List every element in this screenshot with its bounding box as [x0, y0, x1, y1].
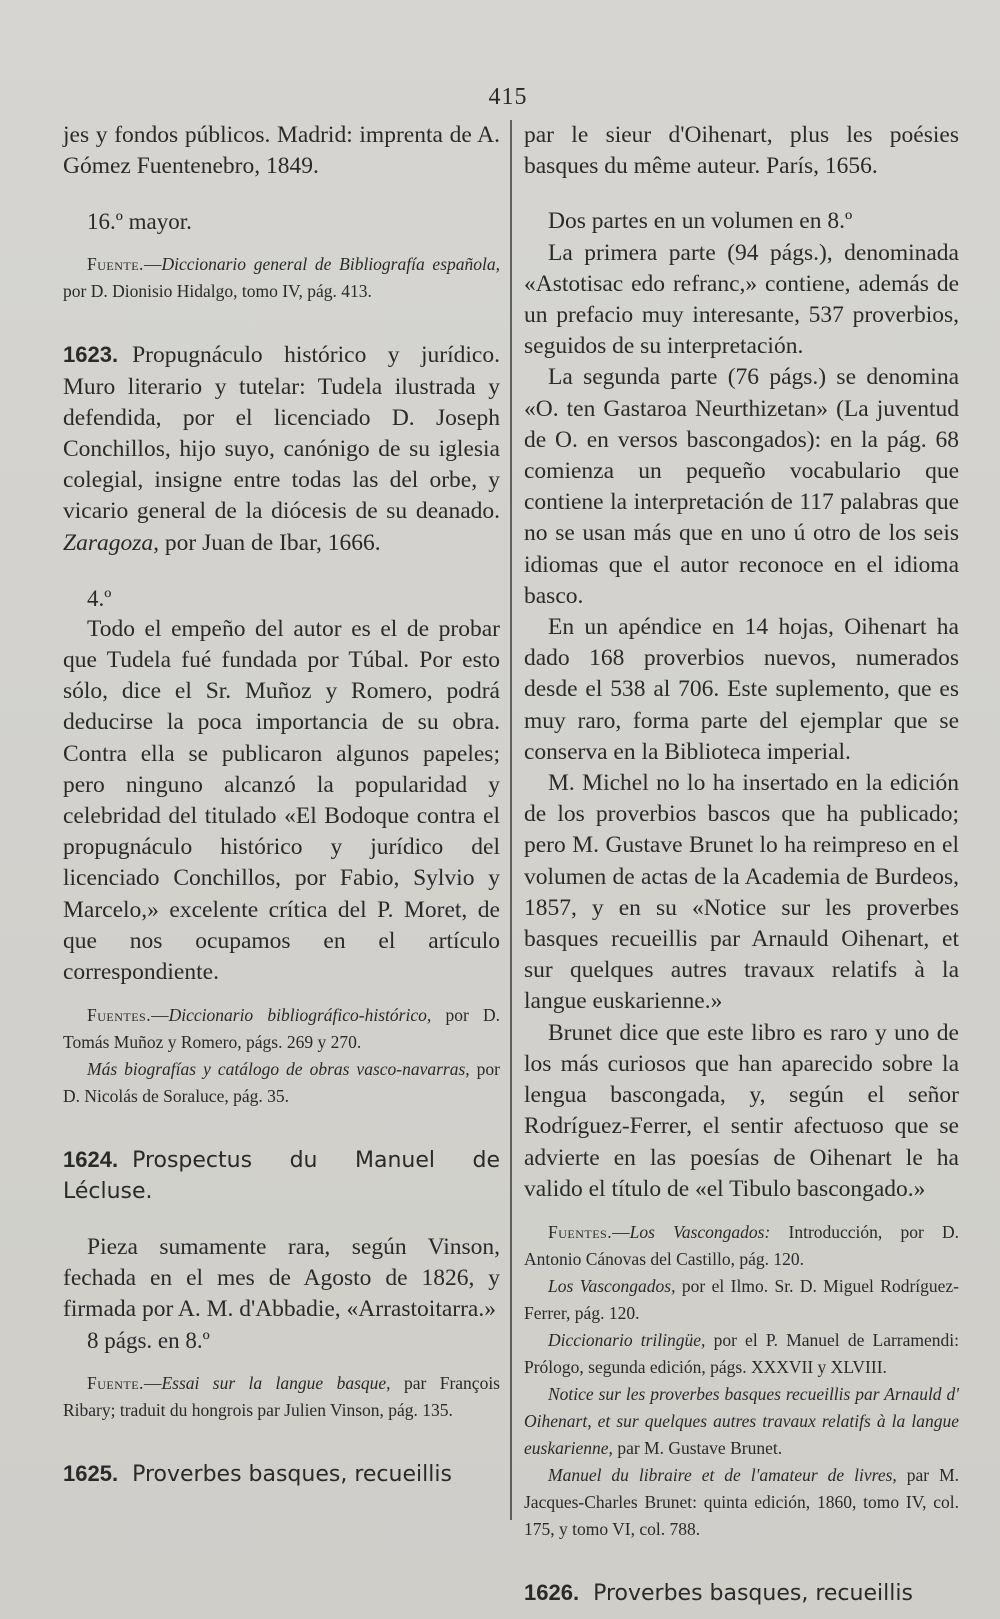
- source-rest: por el P. Manuel de Larramendi: Prólogo, segunda edición, págs. XXXVII y XLVIII.: [524, 1329, 959, 1377]
- source-rest: Introducción, por D. Antonio Cánovas del Castillo, pág. 120.: [524, 1221, 959, 1269]
- entry-number: 1626.: [524, 1579, 580, 1605]
- source-title: Más biografías y catálogo de obras vasco-navarras,: [87, 1059, 470, 1080]
- entry-title: Proverbes basques, recueillis: [593, 1580, 913, 1606]
- paragraph: En un apéndice en 14 hojas, Oihenart ha dado 168 proverbios nuevos, numerados desde el 538 al 706. Este suplemento, que es muy raro, forma parte del ejemplar que se conserva en la Biblioteca imperial.: [524, 614, 959, 765]
- entry-source-1: Fuentes.—Diccionario bibliográfico-histórico, por D. Tomás Muñoz y Romero, págs. 269 y 270.: [63, 1005, 500, 1053]
- source-entry: Fuentes.—Los Vascongados: Introducción, por D. Antonio Cánovas del Castillo, pág. 120.: [524, 1221, 959, 1269]
- entry-1626-heading: [524, 1577, 959, 1609]
- entry-1623-heading: [63, 339, 500, 558]
- source-title: Notice sur les proverbes basques recueillis par Arnauld d' Oihenart, et sur quelques autres travaux relatifs à la langue euskarienne,: [524, 1383, 959, 1458]
- entry-title: Proverbes basques, recueillis: [132, 1462, 452, 1488]
- source-rest: por el Ilmo. Sr. D. Miguel Rodríguez-Ferrer, pág. 120.: [524, 1275, 959, 1323]
- source-entry: [524, 1462, 959, 1543]
- source-rest: por D. Nicolás de Soraluce, pág. 35.: [63, 1059, 500, 1107]
- source-label: Fuente.: [87, 254, 144, 275]
- source-title: Diccionario general de Bibliografía española,: [161, 254, 500, 275]
- paragraph: La primera parte (94 págs.), denominada «Astotisac edo refranc,» contiene, además de un prefacio muy interesante, 537 proverbios, seguidos de su interpretación.: [524, 239, 959, 360]
- source-title: Los Vascongados,: [548, 1275, 676, 1296]
- source-entry: [524, 1381, 959, 1462]
- source-rest: par M. Jacques-Charles Brunet: quinta edición, 1860, tomo IV, col. 175, y tomo VI, col. 788.: [524, 1464, 960, 1539]
- entry-1624-heading: [63, 1144, 500, 1207]
- paragraph: La segunda parte (76 págs.) se denomina «O. ten Gastaroa Neurthizetan» (La juventud de O. en versos bascongados): en la pág. 68 comienza un pequeño vocabulario que contiene la interpretación de 117 palabras que no se usan más que en uno ú otro de los seis idiomas que el autor reconoce en el idioma basco.: [524, 364, 959, 609]
- entry-source-2: [63, 1056, 500, 1110]
- source-rest: por D. Dionisio Hidalgo, tomo IV, pág. 413.: [63, 281, 372, 302]
- entry-format: 8 págs. en 8.º: [87, 1328, 210, 1354]
- entry-format: 4.º: [87, 585, 112, 611]
- source-title: Manuel du libraire et de l'amateur de livres,: [548, 1464, 897, 1485]
- paragraph: Brunet dice que este libro es raro y uno de los más curiosos que han aparecido sobre la lengua bascongada, y, según el señor Rodríguez-Ferrer, el sentir afectuoso que se advierte en las poesías de Oihenart le ha valido el título de «el Tibulo bascongado.»: [524, 1019, 959, 1202]
- entry-1625-heading: [63, 1458, 500, 1490]
- entry-number: 1625.: [63, 1461, 119, 1487]
- source-title: Los Vascongados:: [629, 1221, 771, 1242]
- continuation-format: 16.º mayor.: [87, 209, 192, 235]
- continuation-title: jes y fondos públicos. Madrid: imprenta de A. Gómez Fuentenebro, 1849.: [63, 122, 500, 180]
- source-rest: par M. Gustave Brunet.: [617, 1437, 783, 1458]
- source-label: Fuente.: [87, 1373, 144, 1394]
- entry-description: Todo el empeño del autor es el de probar que Tudela fué fundada por Túbal. Por esto sólo, dice el Sr. Muñoz y Romero, podrá deducirse la poca importancia de su obra. Contra ella se publicaron algunos papeles; pero ninguno alcanzó la popularidad y celebridad del titulado «El Bodoque contra el propugnáculo histórico y jurídico del licenciado Conchillos, por Fabio, Sylvio y Marcelo,» excelente crítica del P. Moret, de que nos ocupamos en el artículo correspondiente.: [63, 615, 500, 986]
- source-title: Essai sur la langue basque,: [161, 1373, 391, 1394]
- right-column: [524, 120, 959, 1609]
- entry-title: Propugnáculo histórico y jurídico. Muro literario y tutelar: Tudela ilustrada y defendida, por el licenciado D. Joseph Conchillos, hijo suyo, canónigo de su iglesia colegial, insigne entre todas las del orbe, y vicario general de la diócesis de su deanado.: [63, 342, 500, 525]
- column-divider: [510, 120, 512, 1520]
- sources-label: Fuentes.: [548, 1221, 613, 1242]
- left-column: [63, 120, 500, 1490]
- entry-title: Prospectus du Manuel de Lécluse.: [63, 1148, 500, 1205]
- entry-source: Fuente.—Essai sur la langue basque, par François Ribary; traduit du hongrois par Julien Vinson, pág. 135.: [63, 1373, 500, 1421]
- paragraph: Dos partes en un volumen en 8.º: [548, 208, 853, 235]
- entry-imprint: por Juan de Ibar, 1666.: [164, 529, 381, 556]
- entry-number: 1623.: [63, 342, 119, 368]
- source-rest: par François Ribary; traduit du hongrois par Julien Vinson, pág. 135.: [63, 1373, 500, 1421]
- continuation-source: Fuente.—Diccionario general de Bibliografía española, por D. Dionisio Hidalgo, tomo IV, pág. 413.: [63, 254, 500, 302]
- source-rest: por D. Tomás Muñoz y Romero, págs. 269 y 270.: [63, 1005, 500, 1053]
- source-entry: [524, 1327, 959, 1381]
- sources-label: Fuentes.: [87, 1005, 152, 1026]
- source-entry: [524, 1273, 959, 1327]
- continuation-title: par le sieur d'Oihenart, plus les poésies basques du même auteur. París, 1656.: [524, 122, 959, 180]
- entry-description: Pieza sumamente rara, según Vinson, fechada en el mes de Agosto de 1826, y firmada por A. M. d'Abbadie, «Arrastoitarra.»: [63, 1233, 500, 1323]
- paragraph: M. Michel no lo ha insertado en la edición de los proverbios bascos que ha publicado; pero M. Gustave Brunet lo ha reimpreso en el volumen de actas de la Academia de Burdeos, 1857, y en su «Notice sur les proverbes basques recueillis par Arnauld Oihenart, et sur quelques autres travaux relatifs à la langue euskarienne.»: [524, 770, 959, 1015]
- entry-place: Zaragoza,: [63, 529, 159, 556]
- source-title: Diccionario bibliográfico-histórico,: [168, 1005, 432, 1026]
- source-title: Diccionario trilingüe,: [548, 1329, 706, 1350]
- page-number: 415: [488, 84, 528, 110]
- entry-number: 1624.: [63, 1147, 119, 1173]
